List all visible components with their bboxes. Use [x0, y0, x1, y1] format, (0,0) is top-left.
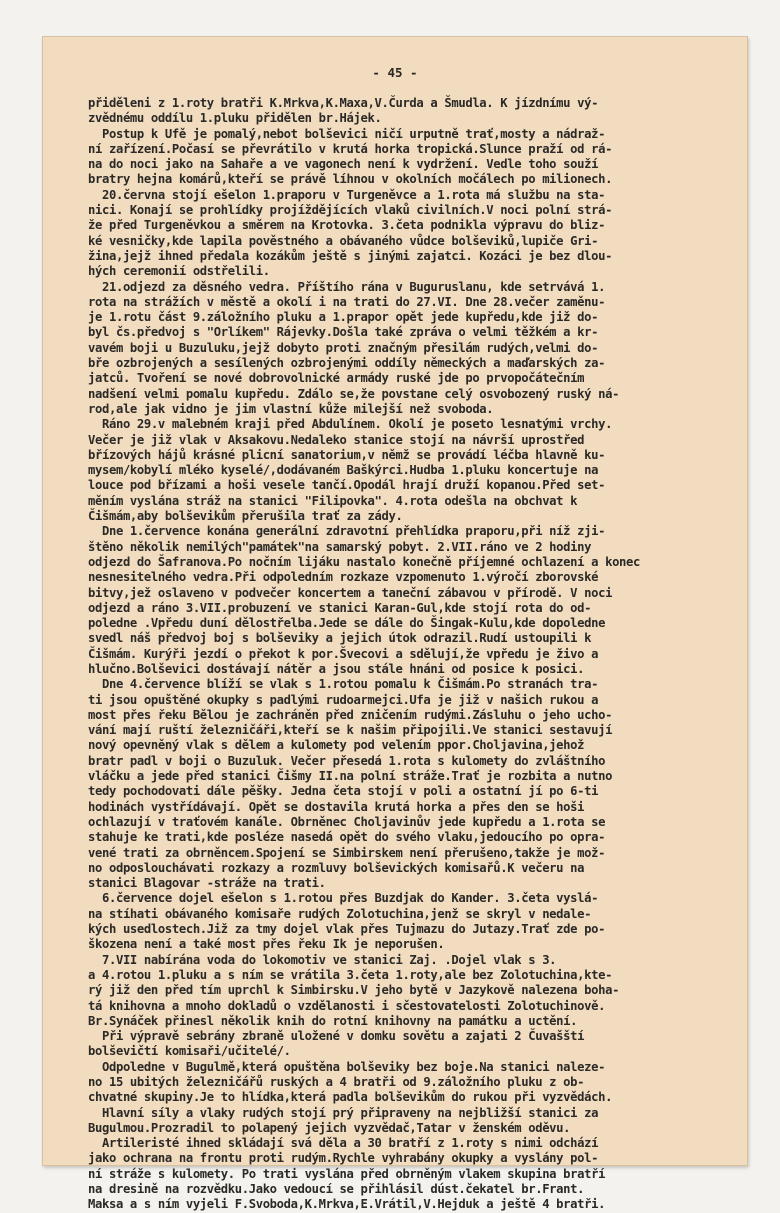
- text-line: vláčku a jede před stanici Čišmy II.na polní stráže.Trať je rozbita a nutno: [88, 769, 613, 784]
- text-line: bolševičtí komisaři/učitelé/.: [88, 1044, 291, 1059]
- text-line: ní stráže s kulomety. Po trati vyslána před obrněným vlakem skupina bratří: [88, 1166, 606, 1181]
- text-line: svedl náš předvoj boj s bolševiky a jejich útok odrazil.Rudí ustoupili k: [88, 631, 592, 646]
- text-line: stahuje ke trati,kde posléze nasedá opět do svého vlaku,jedoucího po opra-: [88, 830, 606, 845]
- text-line: hých ceremonií odstřelili.: [88, 264, 270, 279]
- text-line: hodinách vystřídávají. Opět se dostavila krutá horka a přes den se hoši: [88, 799, 585, 814]
- text-line: no odposlouchávati rozkazy a rozmluvy bolševických komisařů.K večeru na: [88, 860, 585, 875]
- text-line: zvědnému oddílu 1.pluku přidělen br.Hájek.: [88, 111, 382, 126]
- text-line: ní zařízení.Počasí se převrátilo v krutá horka tropická.Slunce praží od rá-: [88, 141, 613, 156]
- text-line: je 1.rotu část 9.záložního pluku a 1.prapor opět jede kupředu,kde již do-: [88, 310, 599, 325]
- text-line: a 4.rotou 1.pluku a s ním se vrátila 3.četa 1.roty,ale bez Zolotuchina,kte-: [88, 967, 613, 982]
- text-line: žina,jejž ihned předala kozákům ještě s jinými zajatci. Kozáci je bez dlou-: [88, 248, 613, 263]
- text-line: Dne 1.července konána generální zdravotní přehlídka praporu,při níž zji-: [88, 524, 606, 539]
- text-line: Odpoledne v Bugulmě,která opuštěna bolševiky bez boje.Na stanici naleze-: [88, 1059, 606, 1074]
- text-line: jatců. Tvoření se nové dobrovolnické armády ruské jde po prvopočátečním: [88, 371, 585, 386]
- text-line: 20.června stojí ešelon 1.praporu v Turgeněvce a 1.rota má službu na sta-: [88, 187, 606, 202]
- text-line: Br.Synáček přinesl několik knih do rotní knihovny na památku a uctění.: [88, 1013, 578, 1028]
- text-line: nadšení velmi pomalu kupředu. Zdálo se,že povstane celý osvobozený ruský ná-: [88, 386, 620, 401]
- text-line: ochlazují v traťovém kanále. Obrněnec Choljavinův jede kupředu a 1.rota se: [88, 814, 606, 829]
- text-line: chvatné skupiny.Je to hlídka,která padla bolševikům do rukou při vyzvědách.: [88, 1090, 613, 1105]
- text-line: břízových hájů krásné plicní sanatorium,v němž se provádí léčba hlavně ku-: [88, 447, 606, 462]
- text-line: odjezd do Šafranova.Po nočním lijáku nastalo konečně příjemné ochlazení a konec: [88, 554, 641, 569]
- text-line: Při výpravě sebrány zbraně uložené v domku sovětu a zajati 2 Čuvašští: [88, 1029, 585, 1044]
- text-line: odjezd a ráno 3.VII.probuzení ve stanici Karan-Gul,kde stojí rota do od-: [88, 600, 592, 615]
- text-line: nici. Konají se prohlídky projíždějících vlaků civilních.V noci polní strá-: [88, 203, 613, 218]
- text-line: rod,ale jak vidno je jim vlastní kůže milejší než svoboda.: [88, 401, 494, 416]
- text-line: že před Turgeněvkou a směrem na Krotovka. 3.četa podnikla výpravu do bliz-: [88, 218, 606, 233]
- text-line: nový opevněný vlak s dělem a kulomety pod velením ppor.Choljavina,jehož: [88, 738, 585, 753]
- text-line: vavém boji u Buzuluku,jejž dobyto proti značným přesilám rudých,velmi do-: [88, 340, 599, 355]
- text-line: štěno několik nemilých"památek"na samarský pobyt. 2.VII.ráno ve 2 hodiny: [88, 539, 592, 554]
- text-line: 21.odjezd za děsného vedra. Příštího rána v Buguruslanu, kde setrvává 1.: [88, 279, 606, 294]
- text-line: nesnesitelného vedra.Při odpoledním rozkaze vzpomenuto 1.výročí zborovské: [88, 570, 599, 585]
- text-line: louce pod břízami a hoši vesele tančí.Opodál hrají druží kopanou.Před set-: [88, 478, 606, 493]
- text-line: na dresině na rozvědku.Jako vedoucí se přihlásil dúst.čekatel br.Frant.: [88, 1182, 585, 1197]
- text-line: vené trati za obrněncem.Spojení se Simbirskem není přerušeno,takže je mož-: [88, 845, 606, 860]
- text-line: rota na strážích v městě a okolí i na trati do 27.VI. Dne 28.večer zaměnu-: [88, 294, 606, 309]
- text-line: Bugulmou.Prozradil to polapený jejich vyzvědač,Tatar v ženském oděvu.: [88, 1120, 571, 1135]
- text-line: poledne .Vpředu duní dělostřelba.Jede se dále do Šingak-Kulu,kde dopoledne: [88, 616, 606, 631]
- text-line: jako ochrana na frontu proti rudým.Rychle vyhrabány okupky a vyslány pol-: [88, 1151, 599, 1166]
- text-line: byl čs.předvoj s "Orlíkem" Rájevky.Došla také zpráva o velmi těžkém a kr-: [88, 325, 599, 340]
- text-line: kých usedlostech.Již za tmy dojel vlak přes Tujmazu do Jutazy.Trať zde po-: [88, 922, 606, 937]
- text-line: Maksa a s ním vyjeli F.Svoboda,K.Mrkva,E.Vrátil,V.Hejduk a ještě 4 bratři.: [88, 1197, 606, 1212]
- text-line: rý již den před tím uprchl k Simbirsku.V jeho bytě v Jazykově nalezena boha-: [88, 983, 620, 998]
- text-line: přiděleni z 1.roty bratři K.Mrkva,K.Maxa,V.Čurda a Šmudla. K jízdnímu vý-: [88, 96, 599, 110]
- text-line: bratr padl v boji o Buzuluk. Večer přesedá 1.rota s kulomety do zvláštního: [88, 753, 606, 768]
- document-body: [88, 96, 748, 1213]
- text-line: Hlavní síly a vlaky rudých stojí prý připraveny na nejbližší stanici za: [88, 1105, 599, 1120]
- text-line: bratry hejna komárů,kteří se právě líhnou v okolních močálech po milionech.: [88, 172, 613, 187]
- text-line: ti jsou opuštěné okupky s padlými rudoarmejci.Ufa je již v našich rukou a: [88, 692, 599, 707]
- text-line: tá knihovna a mnoho dokladů o vzdělanosti i sčestovatelosti Zolotuchinově.: [88, 998, 606, 1013]
- text-line: tedy pochodovati dále pěšky. Jedna četa stojí v poli a ostatní jí po 6-ti: [88, 784, 599, 799]
- text-line: no 15 ubitých železničářů ruských a 4 bratři od 9.záložního pluku z ob-: [88, 1075, 585, 1089]
- text-line: Postup k Ufě je pomalý,nebot bolševici ničí urputně trať,mosty a nádraž-: [88, 126, 606, 141]
- text-line: Čišmám,aby bolševikům přerušila trať za zády.: [88, 509, 403, 524]
- text-line: měním vyslána stráž na stanici "Filipovka". 4.rota odešla na obchvat k: [88, 493, 578, 508]
- text-line: bře ozbrojených a sesílených ozbrojenými oddíly německých a maďarských za-: [88, 356, 606, 371]
- text-line: škozena není a také most přes řeku Ik je neporušen.: [88, 937, 445, 952]
- text-line: hlučno.Bolševici dostávají nátěr a jsou stále hnáni od posice k posici.: [88, 661, 585, 676]
- text-line: na stíhati obávaného komisaře rudých Zolotuchina,jenž se skryl v nedale-: [88, 906, 592, 921]
- text-line: Artileristé ihned skládají svá děla a 30 bratří z 1.roty s nimi odchází: [88, 1136, 599, 1151]
- text-line: na do noci jako na Sahaře a ve vagonech není k vydržení. Vedle toho souží: [88, 157, 599, 172]
- text-line: Dne 4.července blíží se vlak s 1.rotou pomalu k Čišmám.Po stranách tra-: [88, 677, 599, 692]
- text-line: vání mají ruští železničáři,kteří se k našim připojili.Ve stanici sestavují: [88, 723, 613, 738]
- page-number: - 45 -: [372, 65, 418, 80]
- text-line: ké vesničky,kde lapila pověstného a obávaného vůdce bolševiků,lupiče Gri-: [88, 233, 599, 248]
- text-line: most přes řeku Bělou je zachráněn před zničením rudými.Zásluhu o jeho ucho-: [88, 707, 613, 722]
- text-line: Večer je již vlak v Aksakovu.Nedaleko stanice stojí na návrší uprostřed: [88, 432, 585, 447]
- text-line: mysem/kobylí mléko kyselé/,dodávaném Baškýrci.Hudba 1.pluku koncertuje na: [88, 463, 599, 478]
- text-line: 6.července dojel ešelon s 1.rotou přes Buzdjak do Kander. 3.četa vyslá-: [88, 891, 599, 906]
- text-line: Ráno 29.v malebném kraji před Abdulínem. Okolí je poseto lesnatými vrchy.: [88, 417, 613, 432]
- text-line: Čišmám. Kurýři jezdí o překot k por.Švecovi a sdělují,že vpředu je živo a: [88, 646, 599, 661]
- text-line: stanici Blagovar -stráže na trati.: [88, 876, 326, 891]
- text-line: 7.VII nabírána voda do lokomotiv ve stanici Zaj. .Dojel vlak s 3.: [88, 952, 557, 967]
- document-page: [42, 36, 748, 1212]
- text-line: bitvy,jež oslaveno v podvečer koncertem a taneční zábavou v přírodě. V noci: [88, 585, 613, 600]
